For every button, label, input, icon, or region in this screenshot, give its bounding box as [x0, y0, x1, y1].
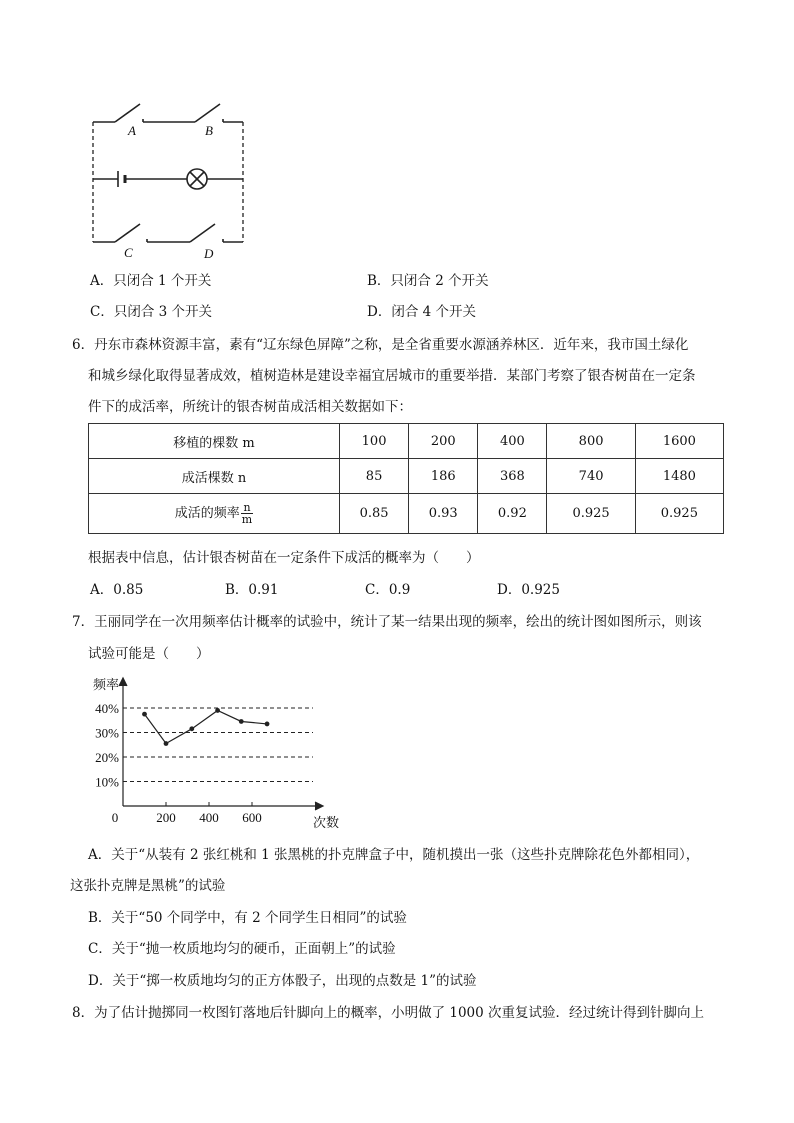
- switch-c-label: C: [124, 245, 133, 260]
- table-cell: 0.93: [409, 494, 478, 534]
- q6-stem-line1: 6．丹东市森林资源丰富，素有“辽东绿色屏障”之称，是全省重要水源涵养林区．近年来，我市国土绿化: [72, 337, 689, 353]
- switch-a-label: A: [128, 123, 136, 138]
- data-point: [142, 712, 147, 717]
- y-axis-arrow: [119, 678, 127, 686]
- data-point: [189, 726, 194, 731]
- q6-data-table: [88, 423, 724, 534]
- switch-d-label: D: [204, 246, 214, 261]
- table-cell: 成活棵数 n: [89, 459, 340, 494]
- series-line: [145, 710, 268, 743]
- table-cell: 0.92: [478, 494, 547, 534]
- fraction-numerator: n: [241, 502, 253, 514]
- q7-option-d[interactable]: D．关于“掷一枚质地均匀的正方体骰子，出现的点数是 1”的试验: [88, 973, 477, 989]
- q6-stem-line3: 件下的成活率，所统计的银杏树苗成活相关数据如下：: [88, 399, 412, 415]
- switch-b: [195, 104, 220, 122]
- table-cell: 368: [478, 459, 547, 494]
- q6-question: 根据表中信息，估计银杏树苗在一定条件下成活的概率为（ ）: [88, 550, 480, 566]
- data-point: [239, 719, 244, 724]
- q5-option-a[interactable]: A．只闭合 1 个开关: [90, 273, 212, 289]
- data-point: [164, 741, 169, 746]
- fraction-denominator: m: [241, 513, 253, 526]
- frequency-label: 成活的频率: [174, 506, 240, 521]
- table-row: [89, 459, 724, 494]
- q6-option-c[interactable]: C．0.9: [365, 582, 411, 598]
- y-axis-title: 频率: [93, 677, 120, 692]
- y-tick-label: 20%: [95, 750, 119, 765]
- table-cell: 400: [478, 424, 547, 459]
- q7-option-c[interactable]: C．关于“抛一枚质地均匀的硬币，正面朝上”的试验: [88, 941, 396, 957]
- table-cell: 移植的棵数 m: [89, 424, 340, 459]
- y-tick-label: 40%: [95, 701, 119, 716]
- x-tick-label: 600: [242, 810, 262, 825]
- table-row: [89, 424, 724, 459]
- table-cell: 800: [547, 424, 635, 459]
- q7-stem-line2: 试验可能是（ ）: [88, 646, 210, 662]
- x-axis-title: 次数: [313, 815, 340, 830]
- data-point: [215, 708, 220, 713]
- table-row: [89, 494, 724, 534]
- table-cell: 200: [409, 424, 478, 459]
- q6-option-a[interactable]: A．0.85: [90, 582, 144, 598]
- table-cell: 186: [409, 459, 478, 494]
- q7-option-b[interactable]: B．关于“50 个同学中，有 2 个同学生日相同”的试验: [88, 910, 407, 926]
- circuit-diagram: [85, 92, 255, 264]
- switch-b-label: B: [205, 123, 213, 138]
- q5-option-c[interactable]: C．只闭合 3 个开关: [90, 304, 213, 320]
- table-cell: 0.925: [635, 494, 723, 534]
- q7-stem-line1: 7．王丽同学在一次用频率估计概率的试验中，统计了某一结果出现的频率，绘出的统计图如图所示，则该: [72, 614, 702, 630]
- table-cell: 740: [547, 459, 635, 494]
- q6-stem-line2: 和城乡绿化取得显著成效，植树造林是建设幸福宜居城市的重要举措．某部门考察了银杏树苗在一定条: [88, 368, 696, 384]
- table-cell: [89, 494, 340, 534]
- table-cell: 0.925: [547, 494, 635, 534]
- y-tick-label: 10%: [95, 774, 119, 790]
- q7-option-a-line2[interactable]: 这张扑克牌是黑桃”的试验: [70, 878, 226, 894]
- q5-option-d[interactable]: D．闭合 4 个开关: [367, 304, 476, 320]
- x-axis-arrow: [315, 802, 323, 810]
- q7-option-a-line1[interactable]: A．关于“从装有 2 张红桃和 1 张黑桃的扑克牌盒子中，随机摸出一张（这些扑克牌除花色外都相同），: [88, 847, 700, 863]
- switch-a: [115, 104, 140, 122]
- origin-label: 0: [111, 810, 119, 825]
- table-cell: 100: [340, 424, 409, 459]
- q5-option-b[interactable]: B．只闭合 2 个开关: [367, 273, 489, 289]
- table-cell: 0.85: [340, 494, 409, 534]
- table-cell: 1480: [635, 459, 723, 494]
- x-tick-label: 200: [156, 810, 176, 825]
- q8-stem-line1: 8．为了估计抛掷同一枚图钉落地后针脚向上的概率，小明做了 1000 次重复试验．经过统计得到针脚向上: [72, 1005, 705, 1021]
- table-cell: 85: [340, 459, 409, 494]
- frequency-line-chart: [85, 672, 355, 832]
- x-tick-label: 400: [199, 810, 219, 825]
- y-tick-label: 30%: [95, 725, 119, 741]
- fraction-n-over-m: [241, 502, 253, 525]
- q6-option-b[interactable]: B．0.91: [225, 582, 279, 598]
- table-cell: 1600: [635, 424, 723, 459]
- data-point: [265, 722, 270, 727]
- q6-option-d[interactable]: D．0.925: [497, 582, 560, 598]
